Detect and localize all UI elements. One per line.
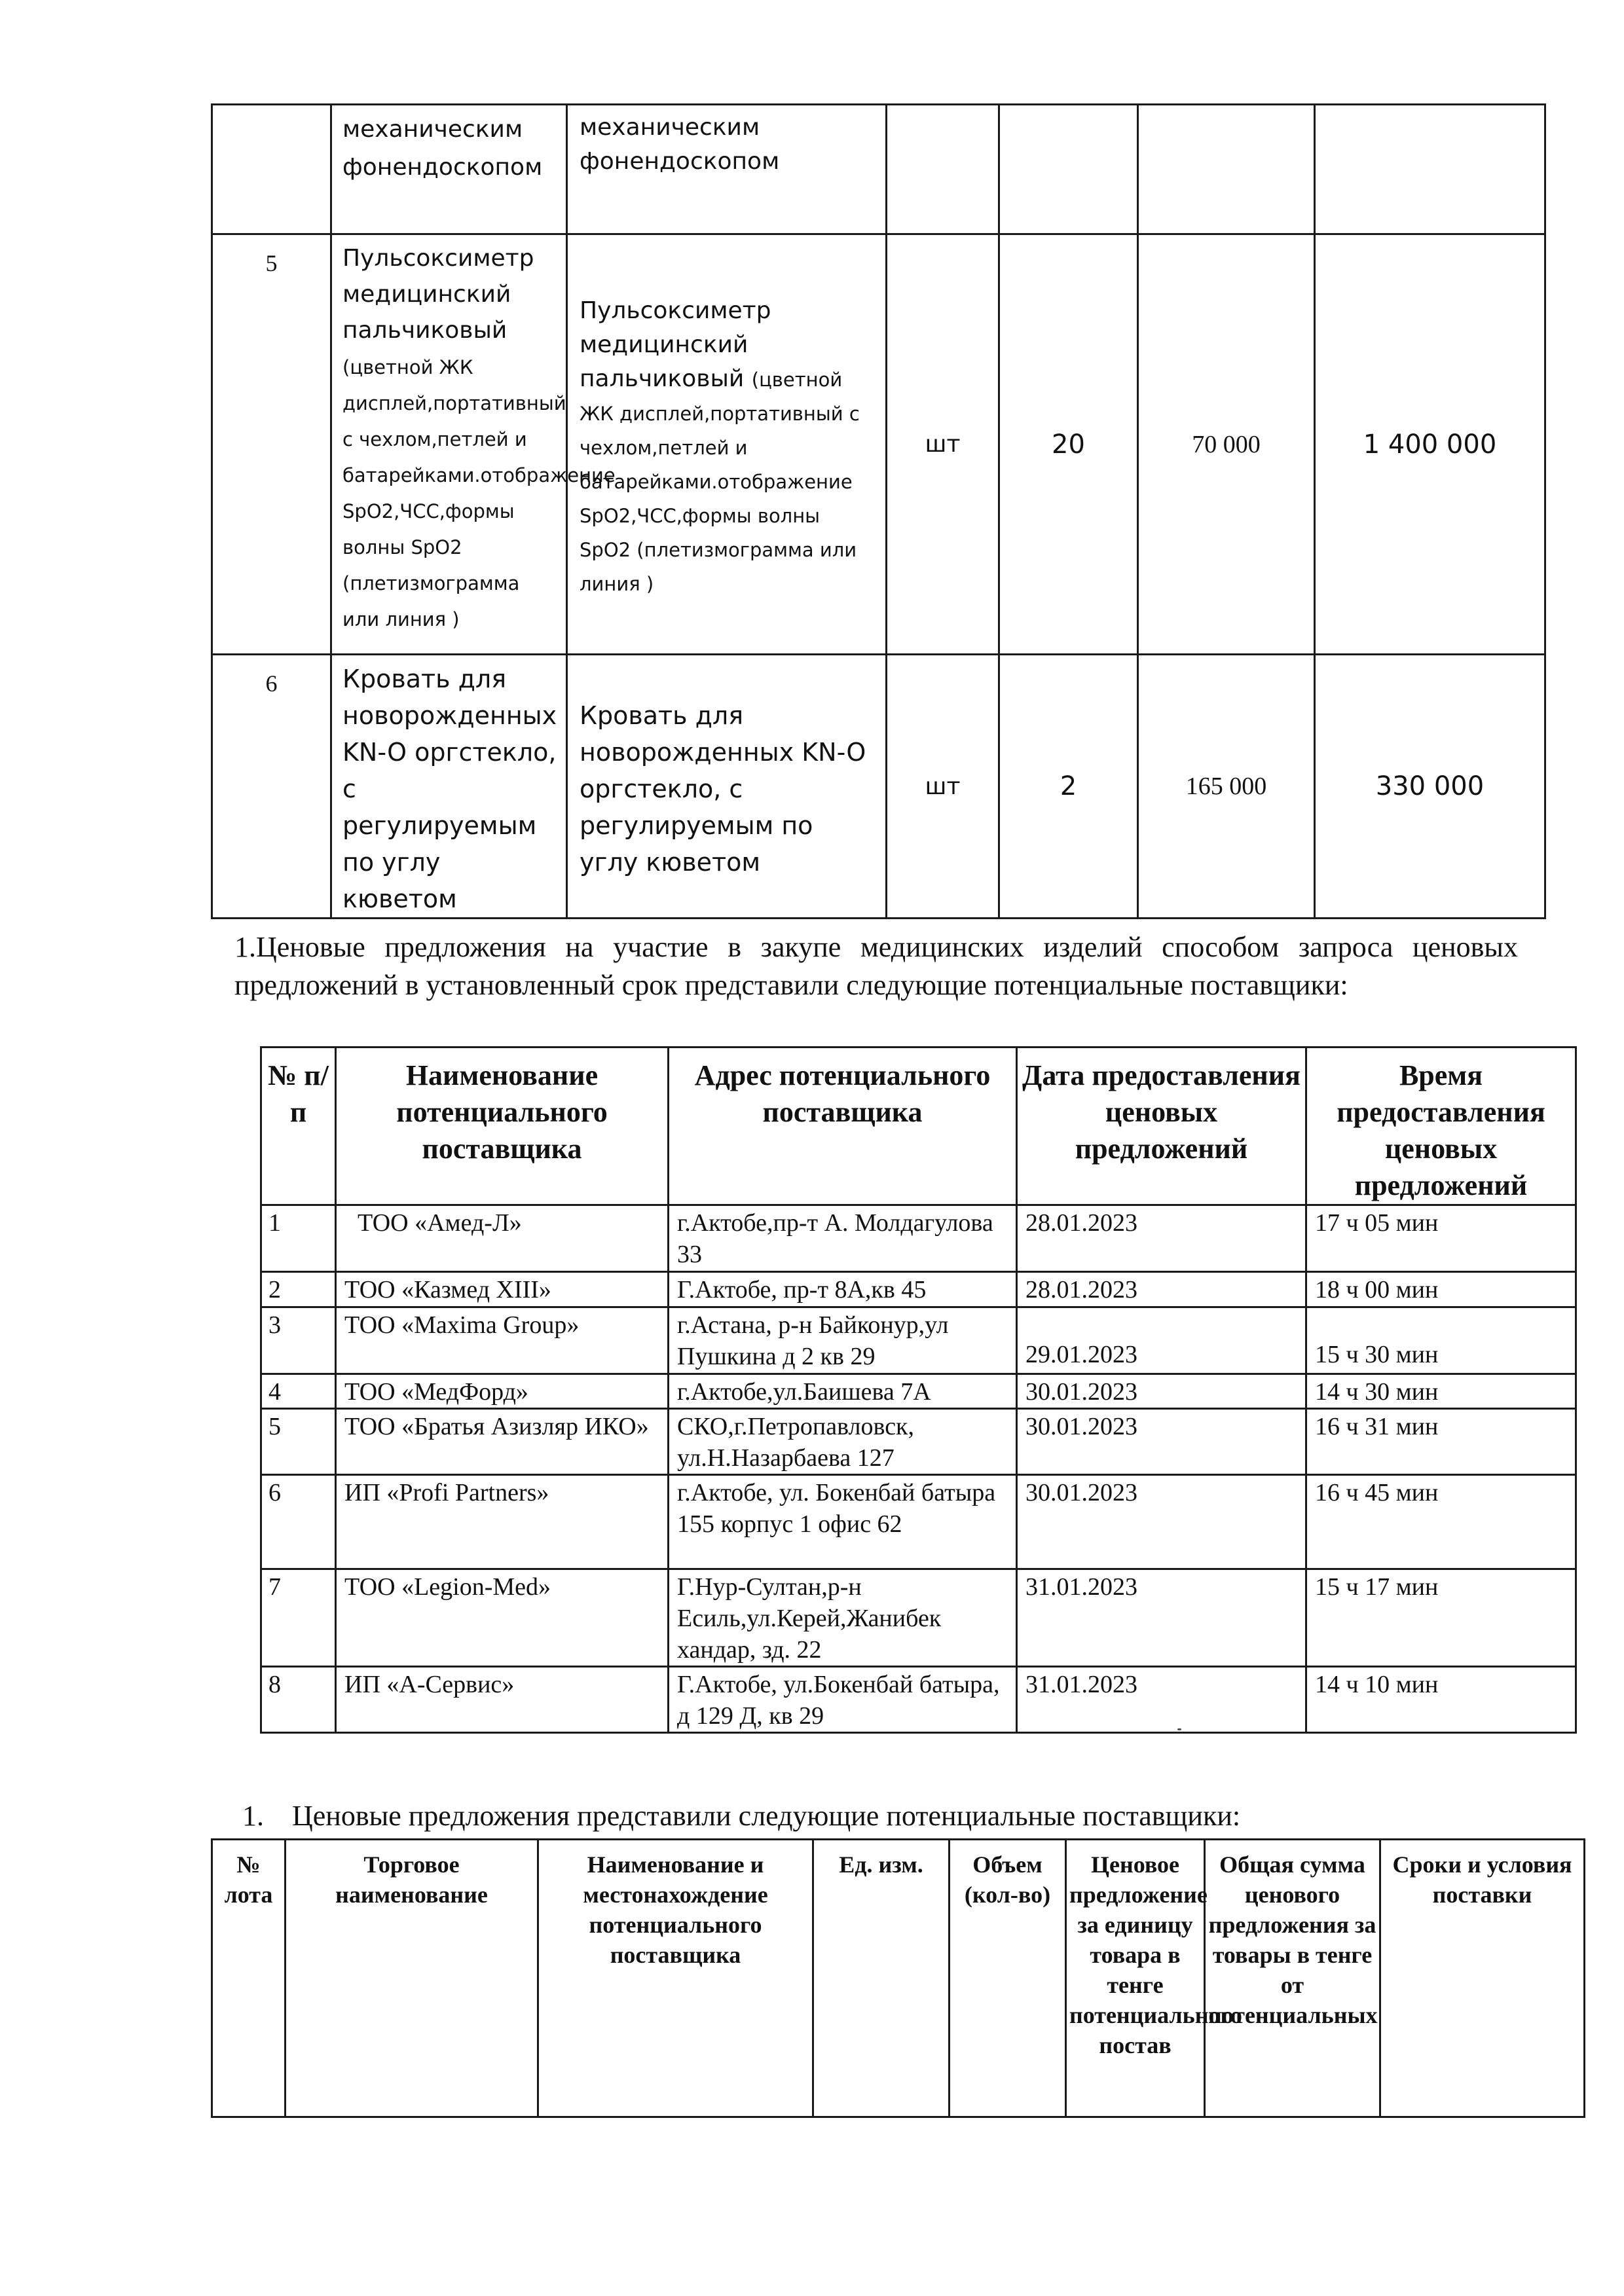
supplier-row [261, 1475, 1576, 1569]
supplier-address: г.Актобе, ул. Бокенбай батыра 155 корпус 1 офис 62 [669, 1475, 1017, 1569]
supplier-address: СКО,г.Петропавловск, ул.Н.Назарбаева 127 [669, 1409, 1017, 1475]
item-unit: шт [887, 655, 999, 919]
supplier-num: 6 [261, 1475, 336, 1569]
supplier-row [261, 1374, 1576, 1409]
item-quantity: 20 [999, 234, 1138, 655]
list-number: 1. [242, 1800, 264, 1832]
supplier-name: ТОО «Амед-Л» [336, 1205, 669, 1272]
item-description-detail: (цветной ЖК дисплей,портативный с чехлом,петлей и батарейками.отображение SpO2,ЧСС,формы волны SpO2 (плетизмограмма или линия ) [580, 368, 860, 595]
offers-header-row [212, 1840, 1585, 2117]
item-quantity: 2 [999, 655, 1138, 919]
supplier-address: г.Актобе,пр-т А. Молдагулова 33 [669, 1205, 1017, 1272]
header-trade-name: Торговое наименование [286, 1840, 538, 2117]
supplier-row [261, 1667, 1576, 1733]
items-row [212, 105, 1545, 234]
supplier-address: Г.Нур-Султан,р-н Есиль,ул.Керей,Жанибек хандар, зд. 22 [669, 1569, 1017, 1667]
item-description: механическим фонендоскопом [567, 105, 887, 234]
item-num [212, 105, 331, 234]
item-unit-price: 70 000 [1138, 234, 1315, 655]
offer-time: 15 ч 17 мин [1306, 1569, 1576, 1667]
offer-date: 30.01.2023 [1017, 1409, 1306, 1475]
supplier-row [261, 1307, 1576, 1374]
supplier-name: ТОО «Братья Азизляр ИКО» [336, 1409, 669, 1475]
header-supplier-name: Наименование потенциального поставщика [336, 1048, 669, 1205]
supplier-num: 5 [261, 1409, 336, 1475]
header-total: Общая сумма ценового предложения за товары в тенге от потенциальных [1205, 1840, 1380, 2117]
supplier-row [261, 1272, 1576, 1307]
supplier-name: ИП «Profi Partners» [336, 1475, 669, 1569]
offer-time: 15 ч 30 мин [1306, 1307, 1576, 1374]
supplier-num: 1 [261, 1205, 336, 1272]
supplier-num: 7 [261, 1569, 336, 1667]
offer-time: 17 ч 05 мин [1306, 1205, 1576, 1272]
supplier-address: г.Астана, р-н Байконур,ул Пушкина д 2 кв 29 [669, 1307, 1017, 1374]
offers-intro-text: Ценовые предложения представили следующие потенциальные поставщики: [292, 1800, 1241, 1832]
suppliers-header-row [261, 1048, 1576, 1205]
item-unit: шт [887, 234, 999, 655]
header-unit-price: Ценовое предложение за единицу товара в тенге потенциального постав [1066, 1840, 1205, 2117]
offer-date: 30.01.2023 [1017, 1475, 1306, 1569]
offer-time: 14 ч 30 мин [1306, 1374, 1576, 1409]
offers-table [211, 1838, 1585, 2118]
item-description: Кровать для новорожденных KN-O оргстекло, с регулируемым по углу кюветом [567, 655, 887, 919]
header-unit: Ед. изм. [813, 1840, 950, 2117]
header-supplier: Наименование и местонахождение потенциального поставщика [538, 1840, 813, 2117]
offer-date: 28.01.2023 [1017, 1205, 1306, 1272]
item-num: 5 [212, 234, 331, 655]
offer-date: 31.01.2023 [1017, 1569, 1306, 1667]
header-supplier-address: Адрес потенциального поставщика [669, 1048, 1017, 1205]
offer-date: 29.01.2023 [1017, 1307, 1306, 1374]
item-description-cell [567, 234, 887, 655]
item-num: 6 [212, 655, 331, 919]
item-description: Пульсоксиметр медицинский пальчиковый [580, 297, 771, 392]
supplier-name: ТОО «Maxima Group» [336, 1307, 669, 1374]
offer-date: 31.01.2023 [1017, 1667, 1306, 1733]
header-offer-time: Время предоставления ценовых предложений [1306, 1048, 1576, 1205]
offer-date: 30.01.2023 [1017, 1374, 1306, 1409]
supplier-num: 4 [261, 1374, 336, 1409]
suppliers-table [260, 1046, 1577, 1734]
offer-time: 16 ч 31 мин [1306, 1409, 1576, 1475]
item-unit-price [1138, 105, 1315, 234]
item-unit [887, 105, 999, 234]
supplier-name: ТОО «Казмед XIII» [336, 1272, 669, 1307]
items-row [212, 234, 1545, 655]
item-name-cell [331, 234, 616, 655]
scan-speck [1177, 1728, 1181, 1730]
supplier-name: ТОО «Legion-Med» [336, 1569, 669, 1667]
offer-time: 18 ч 00 мин [1306, 1272, 1576, 1307]
offer-time: 14 ч 10 мин [1306, 1667, 1576, 1733]
suppliers-intro-paragraph: 1.Ценовые предложения на участие в закупе медицинских изделий способом запроса ценовых предложений в установленный срок представили следующие потенциальные поставщики: [234, 931, 1518, 1001]
item-quantity [999, 105, 1138, 234]
supplier-address: г.Актобе,ул.Баишева 7А [669, 1374, 1017, 1409]
item-name-detail: (цветной ЖК дисплей,портативный с чехлом,петлей и батарейками.отображение SpO2,ЧСС,формы волны SpO2 (плетизмограмма или линия ) [342, 356, 616, 630]
offer-date: 28.01.2023 [1017, 1272, 1306, 1307]
supplier-num: 8 [261, 1667, 336, 1733]
item-total [1315, 105, 1545, 234]
offers-intro-paragraph [242, 1797, 1240, 1835]
header-num: № п/п [261, 1048, 336, 1205]
supplier-num: 2 [261, 1272, 336, 1307]
item-name: Кровать для новорожденных KN-O оргстекло, с регулируемым по углу кюветом [331, 655, 567, 919]
supplier-row [261, 1409, 1576, 1475]
item-name: механическим фонендоскопом [331, 105, 567, 234]
header-offer-date: Дата предоставления ценовых предложений [1017, 1048, 1306, 1205]
supplier-name: ИП «А-Сервис» [336, 1667, 669, 1733]
header-lot-num: № лота [212, 1840, 286, 2117]
supplier-address: Г.Актобе, ул.Бокенбай батыра, д 129 Д, кв 29 [669, 1667, 1017, 1733]
header-volume: Объем (кол-во) [950, 1840, 1066, 2117]
item-unit-price: 165 000 [1138, 655, 1315, 919]
item-total: 330 000 [1315, 655, 1545, 919]
header-terms: Сроки и условия поставки [1380, 1840, 1585, 2117]
item-total: 1 400 000 [1315, 234, 1545, 655]
items-table [211, 103, 1546, 919]
supplier-num: 3 [261, 1307, 336, 1374]
supplier-row [261, 1569, 1576, 1667]
offer-time: 16 ч 45 мин [1306, 1475, 1576, 1569]
supplier-name: ТОО «МедФорд» [336, 1374, 669, 1409]
item-name: Пульсоксиметр медицинский пальчиковый [342, 245, 534, 344]
items-row [212, 655, 1545, 919]
supplier-address: Г.Актобе, пр-т 8А,кв 45 [669, 1272, 1017, 1307]
supplier-row [261, 1205, 1576, 1272]
